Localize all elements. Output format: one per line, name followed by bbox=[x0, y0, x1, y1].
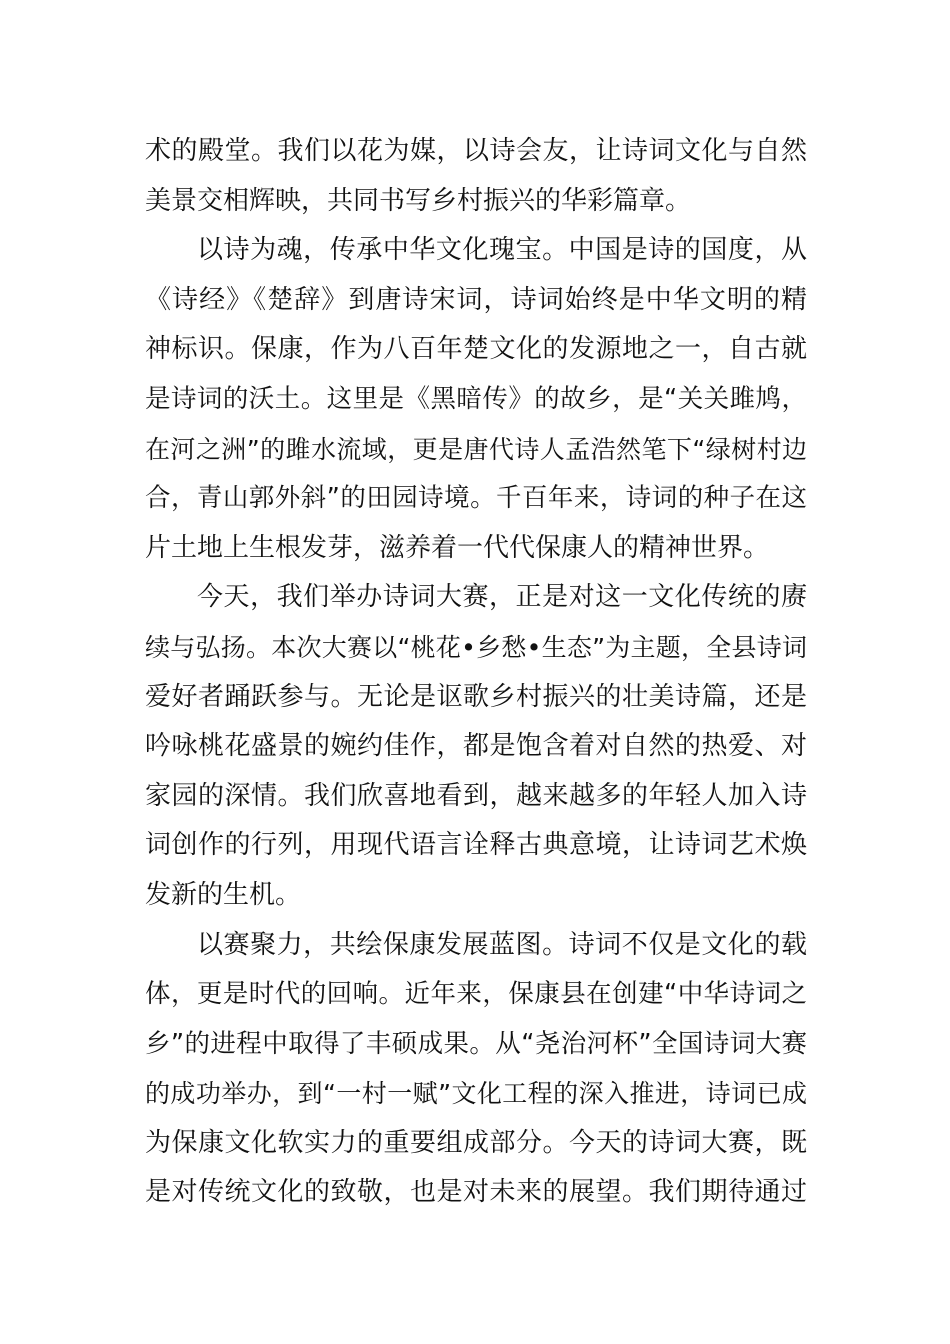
text-line-9: 片土地上生根发芽，滋养着一代代保康人的精神世界。 bbox=[145, 532, 770, 563]
text-line-3: 以诗为魂，传承中华文化瑰宝。中国是诗的国度，从 bbox=[197, 235, 807, 266]
text-line-7: 在河之洲”的雎水流域，更是唐代诗人孟浩然笔下“绿树村边 bbox=[145, 434, 807, 464]
text-line-16: 发新的生机。 bbox=[145, 879, 302, 910]
text-line-10: 今天，我们举办诗词大赛，正是对这一文化传统的赓 bbox=[197, 582, 807, 613]
text-line-4: 《诗经》《楚辞》到唐诗宋词，诗词始终是中华文明的精 bbox=[145, 284, 807, 315]
text-line-11: 续与弘扬。本次大赛以“桃花•乡愁•生态”为主题，全县诗词 bbox=[145, 632, 807, 662]
text-line-18: 体，更是时代的回响。近年来，保康县在创建“中华诗词之 bbox=[145, 979, 807, 1010]
text-line-5: 神标识。保康，作为八百年楚文化的发源地之一，自古就 bbox=[145, 334, 807, 365]
text-line-17: 以赛聚力，共绘保康发展蓝图。诗词不仅是文化的载 bbox=[197, 929, 807, 960]
text-line-6: 是诗词的沃土。这里是《黑暗传》的故乡，是“关关雎鸠， bbox=[145, 383, 807, 414]
text-line-19: 乡”的进程中取得了丰硕成果。从“尧治河杯”全国诗词大赛 bbox=[145, 1028, 807, 1059]
text-line-20: 的成功举办，到“一村一赋”文化工程的深入推进，诗词已成 bbox=[145, 1079, 807, 1109]
text-line-1: 术的殿堂。我们以花为媒，以诗会友，让诗词文化与自然 bbox=[145, 136, 807, 166]
text-line-14: 家园的深情。我们欣喜地看到，越来越多的年轻人加入诗 bbox=[145, 780, 807, 811]
text-line-2: 美景交相辉映，共同书写乡村振兴的华彩篇章。 bbox=[145, 185, 692, 216]
body-text bbox=[145, 127, 807, 1218]
text-line-15: 词创作的行列，用现代语言诠释古典意境，让诗词艺术焕 bbox=[145, 830, 807, 861]
text-line-22: 是对传统文化的致敬，也是对未来的展望。我们期待通过 bbox=[145, 1177, 807, 1208]
text-line-21: 为保康文化软实力的重要组成部分。今天的诗词大赛，既 bbox=[145, 1127, 807, 1158]
text-line-8: 合，青山郭外斜”的田园诗境。千百年来，诗词的种子在这 bbox=[145, 483, 807, 514]
text-line-12: 爱好者踊跃参与。无论是讴歌乡村振兴的壮美诗篇，还是 bbox=[145, 681, 807, 712]
text-line-13: 吟咏桃花盛景的婉约佳作，都是饱含着对自然的热爱、对 bbox=[145, 731, 807, 762]
